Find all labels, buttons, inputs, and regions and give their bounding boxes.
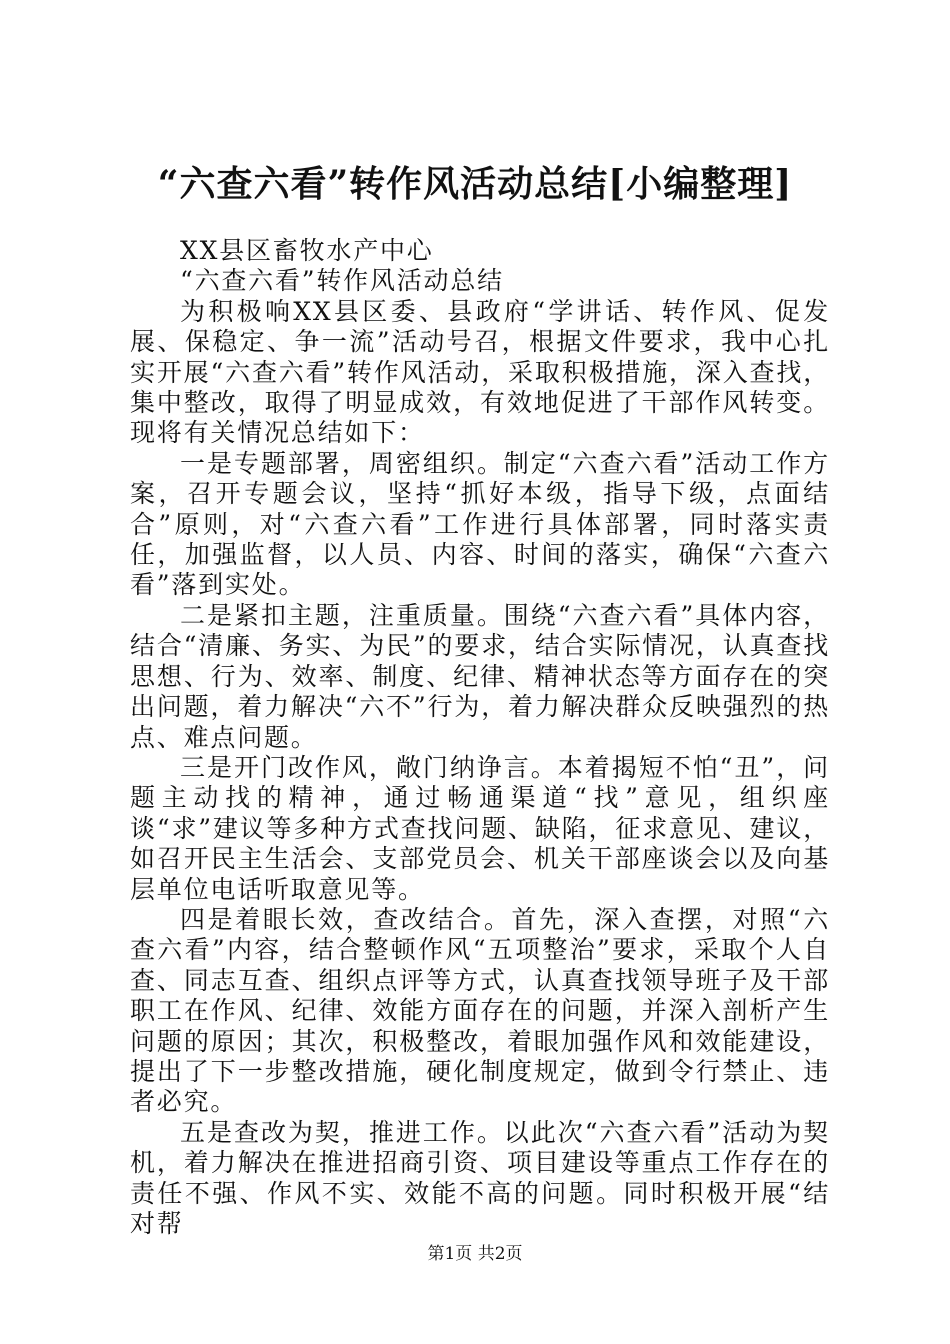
paragraph-point-3: 三是开门改作风，敞门纳诤言。本着揭短不怕“丑”，问题主动找的精神，通过畅通渠道“找”意见，组织座谈“求”建议等多种方式查找问题、缺陷，征求意见、建议，如召开民主生活会、支部党员会、机关干部座谈会以及向基层单位电话听取意见等。 [130,752,830,904]
page-number-footer: 第1页 共2页 [427,1244,523,1264]
paragraph-point-1: 一是专题部署，周密组织。制定“六查六看”活动工作方案，召开专题会议，坚持“抓好本级，指导下级，点面结合”原则，对“六查六看”工作进行具体部署，同时落实责任，加强监督，以人员、内容、时间的落实，确保“六查六看”落到实处。 [130,448,830,600]
document-body [130,236,830,1239]
paragraph-point-2: 二是紧扣主题，注重质量。围绕“六查六看”具体内容，结合“清廉、务实、为民”的要求，结合实际情况，认真查找思想、行为、效率、制度、纪律、精神状态等方面存在的突出问题，着力解决“六不”行为，着力解决群众反映强烈的热点、难点问题。 [130,600,830,752]
paragraph-intro: 为积极响XX县区委、县政府“学讲话、转作风、促发展、保稳定、争一流”活动号召，根据文件要求，我中心扎实开展“六查六看”转作风活动，采取积极措施，深入查找，集中整改，取得了明显成效，有效地促进了干部作风转变。现将有关情况总结如下： [130,296,830,448]
paragraph-point-4: 四是着眼长效，查改结合。首先，深入查摆，对照“六查六看”内容，结合整顿作风“五项整治”要求，采取个人自查、同志互查、组织点评等方式，认真查找领导班子及干部职工在作风、纪律、效能方面存在的问题，并深入剖析产生问题的原因；其次，积极整改，着眼加强作风和效能建设，提出了下一步整改措施，硬化制度规定，做到令行禁止、违者必究。 [130,904,830,1117]
paragraph-point-5: 五是查改为契，推进工作。以此次“六查六看”活动为契机，着力解决在推进招商引资、项目建设等重点工作存在的责任不强、作风不实、效能不高的问题。同时积极开展“结对帮 [130,1117,830,1238]
paragraph-subtitle: “六查六看”转作风活动总结 [180,266,504,296]
paragraph-organization: XX县区畜牧水产中心 [180,236,434,265]
document-title: “六查六看”转作风活动总结[小编整理] [157,163,793,205]
